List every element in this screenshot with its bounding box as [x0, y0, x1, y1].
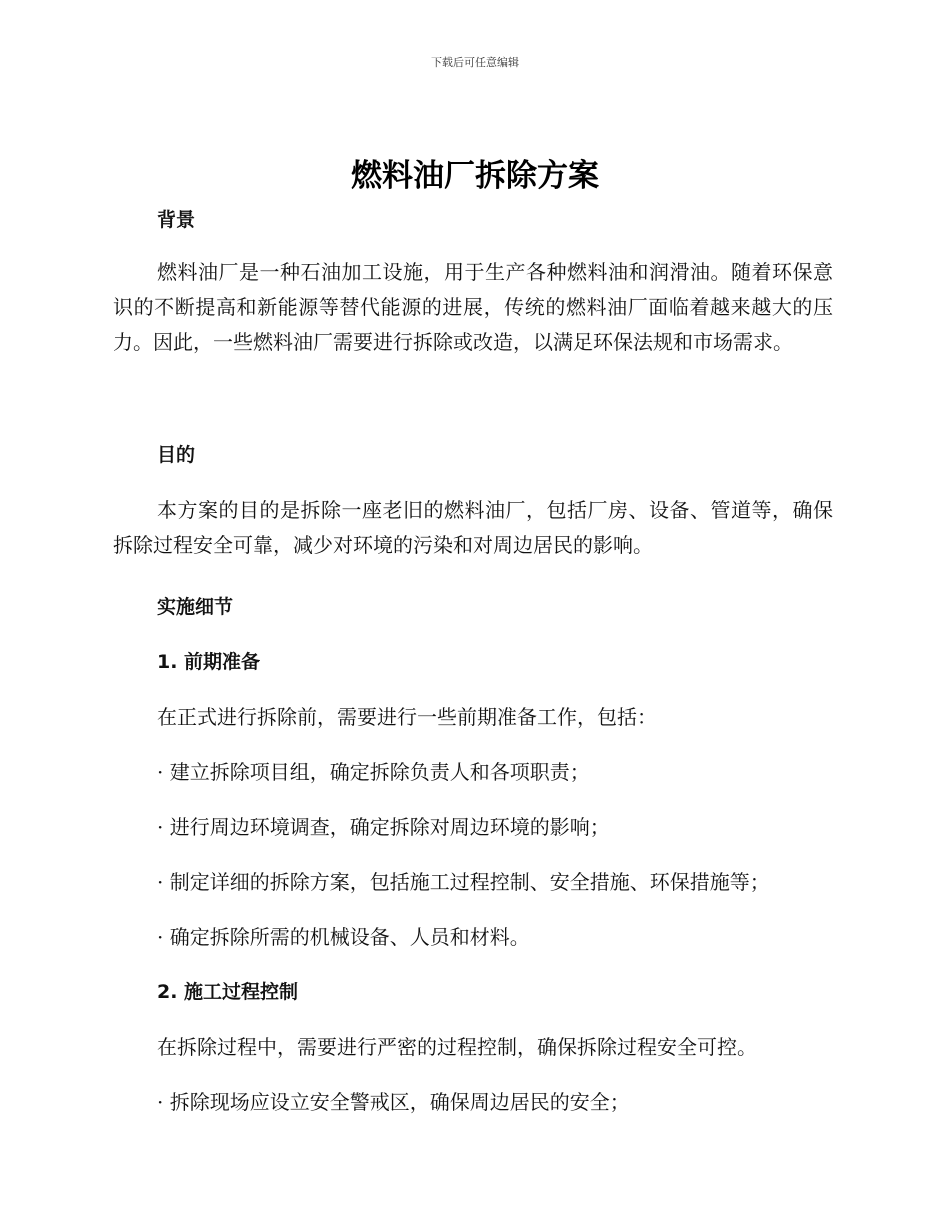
subsection-heading-prep: 1. 前期准备	[157, 651, 261, 673]
control-intro: 在拆除过程中，需要进行严密的过程控制，确保拆除过程安全可控。	[157, 1035, 757, 1059]
list-item: · 确定拆除所需的机械设备、人员和材料。	[157, 925, 530, 949]
section-heading-details: 实施细节	[157, 596, 234, 618]
paragraph-background: 燃料油厂是一种石油加工设施，用于生产各种燃料油和润滑油。随着环保意识的不断提高和新能源等替代能源的进展，传统的燃料油厂面临着越来越大的压力。因此，一些燃料油厂需要进行拆除或改造，以满足环保法规和市场需求。	[113, 260, 833, 354]
subsection-heading-control: 2. 施工过程控制	[157, 981, 299, 1003]
section-heading-background: 背景	[157, 209, 196, 231]
list-item: · 建立拆除项目组，确定拆除负责人和各项职责；	[157, 760, 590, 784]
paragraph-purpose: 本方案的目的是拆除一座老旧的燃料油厂，包括厂房、设备、管道等，确保拆除过程安全可靠，减少对环境的污染和对周边居民的影响。	[113, 498, 833, 557]
section-heading-purpose: 目的	[157, 444, 196, 466]
list-item: · 进行周边环境调查，确定拆除对周边环境的影响；	[157, 815, 610, 839]
list-item: · 拆除现场应设立安全警戒区，确保周边居民的安全；	[157, 1090, 630, 1114]
list-item: · 制定详细的拆除方案，包括施工过程控制、安全措施、环保措施等；	[157, 870, 770, 894]
document-title: 燃料油厂拆除方案	[351, 158, 599, 194]
prep-intro: 在正式进行拆除前，需要进行一些前期准备工作，包括：	[157, 705, 657, 729]
header-note: 下载后可任意编辑	[431, 56, 519, 69]
